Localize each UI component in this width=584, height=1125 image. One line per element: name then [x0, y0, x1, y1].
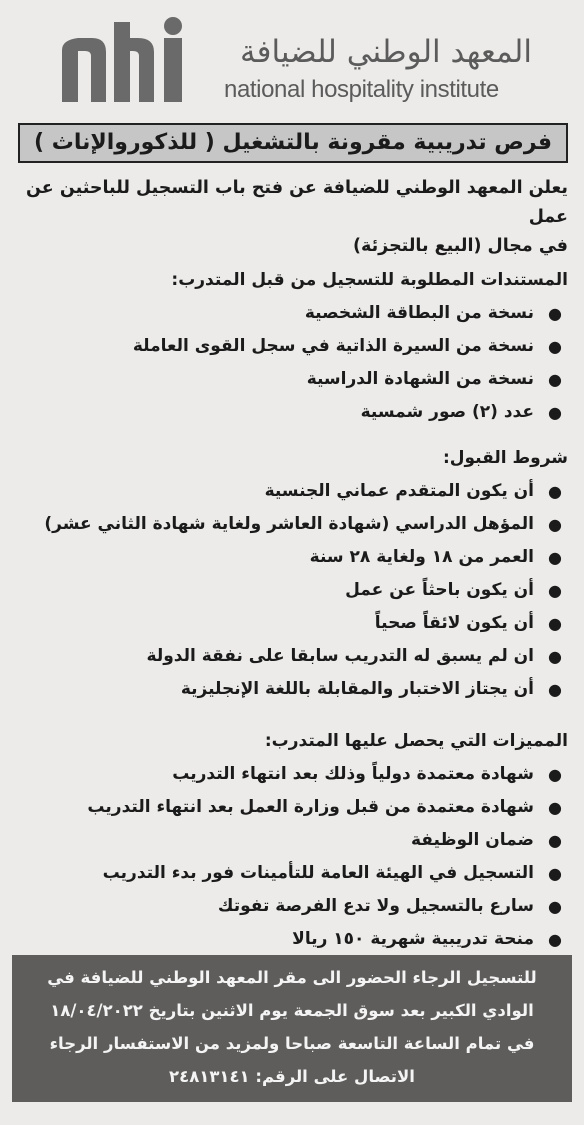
list-item: ● نسخة من الشهادة الدراسية [14, 363, 568, 396]
bullet-icon: ● [548, 765, 562, 784]
bullet-icon: ● [548, 337, 562, 356]
institute-name-ar: المعهد الوطني للضيافة [240, 34, 532, 70]
bullet-icon: ● [548, 482, 562, 501]
bullet-icon: ● [548, 403, 562, 422]
footer-line-1: للتسجيل الرجاء الحضور الى مقر المعهد الوطني للضيافة في [47, 968, 537, 987]
headline-box: فرص تدريبية مقرونة بالتشغيل ( للذكوروالإناث ) [18, 123, 568, 163]
list-item: ● شهادة معتمدة دولياً وذلك بعد انتهاء التدريب [14, 758, 568, 791]
bullet-icon: ● [548, 647, 562, 666]
registration-footer [12, 955, 572, 1102]
conditions-list [14, 475, 568, 706]
bullet-icon: ● [548, 897, 562, 916]
conditions-heading: شروط القبول: [442, 448, 568, 468]
header [0, 0, 584, 118]
benefits-heading: المميزات التي يحصل عليها المتدرب: [264, 731, 568, 751]
list-item: ● نسخة من البطاقة الشخصية [14, 297, 568, 330]
list-item: ● نسخة من السيرة الذاتية في سجل القوى العاملة [14, 330, 568, 363]
bullet-icon: ● [548, 515, 562, 534]
intro-paragraph [14, 174, 568, 261]
bullet-icon: ● [548, 304, 562, 323]
bullet-icon: ● [548, 370, 562, 389]
institute-name-en: national hospitality institute [224, 76, 499, 103]
documents-heading: المستندات المطلوبة للتسجيل من قبل المتدرب: [171, 270, 568, 290]
bullet-icon: ● [548, 798, 562, 817]
footer-line-2: الوادي الكبير بعد سوق الجمعة يوم الاثنين بتاريخ ١٨/٠٤/٢٠٢٢ [50, 1001, 534, 1020]
logo-text: nhi [58, 16, 60, 17]
nhi-logo [58, 16, 214, 104]
list-item: ● أن يكون باحثاً عن عمل [14, 574, 568, 607]
list-item: ● منحة تدريبية شهرية ١٥٠ ريالا [14, 923, 568, 956]
list-item: ● عدد (٢) صور شمسية [14, 396, 568, 429]
bullet-icon: ● [548, 581, 562, 600]
intro-line-2: في مجال (البيع بالتجزئة) [353, 236, 568, 256]
list-item: ● ضمان الوظيفة [14, 824, 568, 857]
list-item: ● أن يجتاز الاختبار والمقابلة باللغة الإنجليزية [14, 673, 568, 706]
footer-line-4: الاتصال على الرقم: ٢٤٨١٣١٤١ [169, 1067, 415, 1086]
bullet-icon: ● [548, 930, 562, 949]
list-item: ● أن يكون لائقاً صحياً [14, 607, 568, 640]
bullet-icon: ● [548, 864, 562, 883]
bullet-icon: ● [548, 614, 562, 633]
documents-list [14, 297, 568, 429]
list-item: ● ان لم يسبق له التدريب سابقا على نفقة الدولة [14, 640, 568, 673]
bullet-icon: ● [548, 680, 562, 699]
announcement-body [14, 174, 568, 956]
intro-line-1: يعلن المعهد الوطني للضيافة عن فتح باب التسجيل للباحثين عن عمل [26, 178, 568, 227]
list-item: ● التسجيل في الهيئة العامة للتأمينات فور بدء التدريب [14, 857, 568, 890]
bullet-icon: ● [548, 548, 562, 567]
list-item: ● المؤهل الدراسي (شهادة العاشر ولغاية شهادة الثاني عشر) [14, 508, 568, 541]
benefits-list [14, 758, 568, 956]
bullet-icon: ● [548, 831, 562, 850]
footer-line-3: في تمام الساعة التاسعة صباحا ولمزيد من الاستفسار الرجاء [49, 1034, 535, 1053]
list-item: ● العمر من ١٨ ولغاية ٢٨ سنة [14, 541, 568, 574]
list-item: ● سارع بالتسجيل ولا تدع الفرصة تفوتك [14, 890, 568, 923]
list-item: ● شهادة معتمدة من قبل وزارة العمل بعد انتهاء التدريب [14, 791, 568, 824]
list-item: ● أن يكون المتقدم عماني الجنسية [14, 475, 568, 508]
